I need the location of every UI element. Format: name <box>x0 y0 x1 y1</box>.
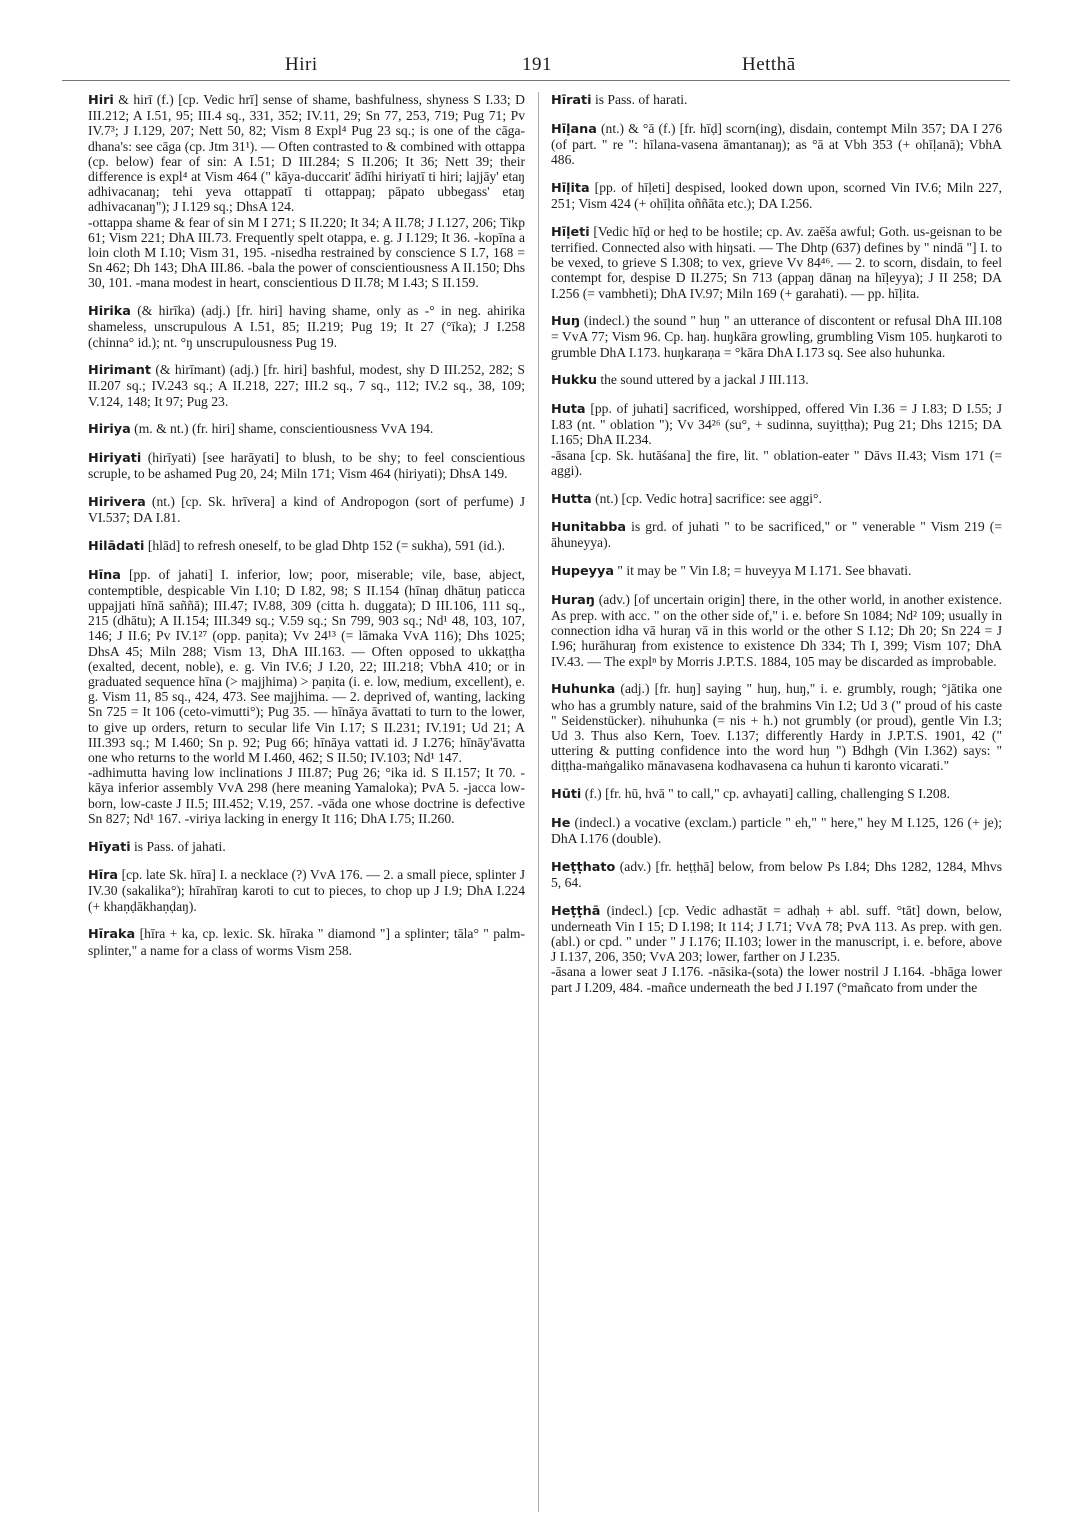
entry-headword: Hirika <box>88 304 131 320</box>
entry-headword: Hīḷeti <box>551 224 590 240</box>
entry-headword: Hunitabba <box>551 520 627 536</box>
entry-headword: Hirimant <box>88 363 151 379</box>
entry-definition: is Pass. of harati. <box>591 92 688 107</box>
dictionary-entry <box>88 494 525 525</box>
entry-definition: (m. & nt.) (fr. hiri] shame, conscientiousness VvA 194. <box>130 421 434 437</box>
entry-definition: (& hirīka) (adj.) [fr. hiri] having shame, only as -° in neg. ahirika shameless, unscrupulous A I.51, 85; II.219; Pug 19; It 27 (°īka); J I.258 (chinna° id.); nt. °ŋ unscrupulousness Pug 19. <box>88 303 525 350</box>
dictionary-entry <box>88 421 525 437</box>
page-header <box>0 0 1073 86</box>
dictionary-entry <box>551 313 1002 360</box>
entry-definition: (& hirīmant) (adj.) [fr. hiri] bashful, modest, shy D III.252, 282; S II.207 sq.; IV.243 sq.; A II.218, 227; III.2 sq., 7 sq., 112; IV.2 sq., 38, 109; V.124, 148; It 97; Pug 23. <box>88 362 525 409</box>
entry-headword: Hiriya <box>88 422 131 438</box>
entry-headword: Hiri <box>88 93 114 108</box>
entry-headword: Hilādati <box>88 538 145 554</box>
entry-definition: (indecl.) [cp. Vedic adhastāt = adhaḥ + abl. suff. °tāt] down, below, underneath Vin I 15; D I.198; It 114; J I.71; VvA 78; PvA 113. As prep. with gen. (abl.) or cpd. " under " J I.176; II.103; lower in the manuscript, i. e. before, above J I.137, 206, 350; VvA 203; lower, farther on J I.235. -āsana a lower seat J I.176. -nāsika-(sota) the lower nostril J I.164. -bhāga lower part J I.209, 484. -mañce underneath the bed J I.197 (°mañcato from under the <box>551 902 1002 995</box>
entry-headword: Hīḷana <box>551 121 597 137</box>
dictionary-entry <box>88 92 525 291</box>
page-number: 191 <box>522 54 552 75</box>
running-head-right: Hetthā <box>742 54 796 75</box>
entry-definition: [cp. late Sk. hīra] I. a necklace (?) VvA 176. — 2. a small piece, splinter J IV.30 (sakalika°); hīrahīraŋ karoti to cut to pieces, to chop up J I.9; DhA I.224 (+ khaṇḍākhaṇḍaŋ). <box>88 867 525 914</box>
entry-definition: [pp. of hīḷeti] despised, looked down upon, scorned Vin IV.6; Miln 227, 251; Vism 424 (+ ohīḷita oññāta etc.); DA I.256. <box>551 179 1002 212</box>
column-divider <box>538 92 539 1512</box>
entry-definition: " it may be " Vin I.8; = huveyya M I.171. See bhavati. <box>613 563 912 579</box>
dictionary-entry <box>551 121 1002 168</box>
entry-headword: Heṭṭhā <box>551 903 601 919</box>
entry-definition: is Pass. of jahati. <box>130 838 226 854</box>
entry-headword: Huŋ <box>551 314 580 330</box>
entry-headword: Hutta <box>551 491 592 507</box>
dictionary-entry <box>88 839 525 855</box>
left-column <box>88 92 525 970</box>
dictionary-entry <box>88 303 525 350</box>
entry-definition: [pp. of jahati] I. inferior, low; poor, miserable; vile, base, abject, contemptible, despicable Vin I.10; D I.82, 98; S II.154 (hīnaŋ dhātuŋ paticca uppajjati hīnā saññā); III.47; IV.88, 309 (citta h. duggata); D III.106, 111 sq., 215 (dhātu); A II.154; III.349 sq.; V.59 sq.; Sn 799, 903 sq.; Nd¹ 48, 103, 107, 146; J II.6; Pv IV.1²⁷ (opp. paṇita); Vv 24¹³ (= lāmaka VvA 116); Dhs 1025; DhsA 45; Miln 288; Vism 13, DhA III.163. — Often opposed to ukkaṭṭha (exalted, decent, noble), e. g. Vin IV.6; J I.20, 22; III.218; VbhA 410; or in graduated sequence hīna (> majjhima) > paṇita (i. e. low, medium, excellent), e. g. Vism 11, 85 sq., 424, 473. See majjhima. — 2. deprived of, wanting, lacking Sn 725 = It 106 (ceto-vimutti°); Pug 35. — hīnāya āvattati to turn to the lower, to give up orders, return to secular life Vin I.17; S II.231; IV.191; Ud 21; A III.393 sq.; M I.460; Sn p. 92; Pug 66; hīnāya vattati id. J I.276; hīnāy'āvatta one who returns to the world M I.460, 462; S II.50; IV.103; Nd¹ 147. -adhimutta having low inclinations J III.87; Pug 26; °ika id. S II.157; It 70. -kāya inferior assembly VvA 298 (here meaning Yamaloka); PvA 5. -jacca low-born, low-caste J II.5; III.452; V.19, 257. -vāda one whose doctrine is defective Sn 827; Nd¹ 167. -viriya lacking in energy It 116; DhA I.75; II.260. <box>88 566 525 826</box>
dictionary-entry <box>88 538 525 554</box>
entry-definition: is grd. of juhati " to be sacrificed," or " venerable " Vism 219 (= āhuneyya). <box>551 519 1002 551</box>
entry-definition: (adv.) [fr. heṭṭhā] below, from below Ps I.84; Dhs 1282, 1284, Mhvs 5, 64. <box>551 858 1002 890</box>
dictionary-entry <box>88 867 525 914</box>
dictionary-entry <box>551 519 1002 550</box>
entry-headword: Heṭṭhato <box>551 859 616 875</box>
entry-headword: Hīra <box>88 868 119 884</box>
dictionary-entry <box>551 224 1002 301</box>
entry-definition: (f.) [fr. hū, hvā " to call," cp. avhayati] calling, challenging S I.208. <box>581 786 950 802</box>
entry-headword: Hiriyati <box>88 451 142 467</box>
dictionary-entry <box>551 563 1002 579</box>
entry-definition: (adj.) [fr. huŋ] saying " huŋ, huŋ," i. e. grumbly, rough; °jātika one who has a grumbly nature, said of the brahmins Vin I.2; Ud 3 (" proud of his caste " Seidenstücker). nihuhunka (= nis + h.) not grumbly (or proud), gentle Vin I.3; Ud 3. Thus also Kern, Toev. I.137; differently Hardy in J.P.T.S. 1901, 42 (" uttering & putting confidence into the word huŋ ") Bdhgh (Vin I.362) says: " diṭṭha-maṅgaliko mānavasena kodhavasena ca huhun ti karonto vicarati." <box>551 681 1002 774</box>
entry-headword: Hīyati <box>88 839 131 855</box>
dictionary-entry <box>88 450 525 481</box>
entry-definition: [Vedic hīḍ or heḍ to be hostile; cp. Av. zaēša awful; Goth. us-geisnan to be terrified. Connected also with hiŋsati. — The Dhtp (637) defines by " nindā "] I. to be vexed, to grieve S I.308; to vex, grieve Vv 84⁴⁶. — 2. to scorn, disdain, to feel contempt for, despise D II.275; Sn 713 (appaŋ dānaŋ na hīḷeyya); J II 258; DA I.256 (= vambheti); DhA IV.97; Miln 169 (+ garahati). — pp. hīḷita. <box>551 223 1002 301</box>
entry-headword: Hūti <box>551 787 582 803</box>
dictionary-entry <box>88 362 525 409</box>
header-rule <box>62 80 1010 81</box>
entry-definition: (hirīyati) [see harāyati] to blush, to be shy; to feel conscientious scruple, to be ashamed Pug 20, 24; Miln 171; Vism 464 (hiriyati); DhsA 149. <box>88 450 525 482</box>
entry-definition: the sound uttered by a jackal J III.113. <box>596 372 809 388</box>
entry-headword: Huraŋ <box>551 592 595 608</box>
entry-headword: Hīḷita <box>551 180 590 196</box>
dictionary-entry <box>551 786 1002 802</box>
entry-definition: [hlād] to refresh oneself, to be glad Dhtp 152 (= sukha), 591 (id.). <box>144 537 506 553</box>
running-head-left: Hiri <box>285 54 318 75</box>
dictionary-entry <box>551 815 1002 846</box>
entry-definition: [hīra + ka, cp. lexic. Sk. hīraka " diamond "] a splinter; tāla° " palm-splinter," a name for a class of worms Vism 258. <box>88 926 525 958</box>
entry-headword: Hīrati <box>551 93 592 108</box>
entry-headword: Hukku <box>551 373 597 389</box>
right-column <box>551 92 1002 1007</box>
dictionary-entry <box>88 926 525 957</box>
entry-headword: Huta <box>551 402 586 418</box>
dictionary-entry <box>551 592 1002 669</box>
entry-definition: (nt.) & °ā (f.) [fr. hīḍ] scorn(ing), disdain, contempt Miln 357; DA I 276 (of part. " re ": hīlana-vasena āmantanaŋ); as °ā at Vbh 353 (+ ohīḷanā); VbhA 486. <box>551 120 1002 168</box>
entry-headword: Hirivera <box>88 494 146 510</box>
entry-definition: (nt.) [cp. Vedic hotra] sacrifice: see aggi°. <box>591 490 822 506</box>
dictionary-entry <box>551 401 1002 478</box>
entry-definition: (indecl.) a vocative (exclam.) particle " eh," " here," hey M I.125, 126 (+ je); DhA I.176 (double). <box>551 814 1002 847</box>
entry-headword: He <box>551 815 571 831</box>
dictionary-entry <box>551 372 1002 388</box>
entry-headword: Hīna <box>88 567 121 583</box>
entry-definition: (indecl.) the sound " huŋ " an utterance of discontent or refusal DhA III.108 = VvA 77; Vism 96. Cp. haŋ. huŋkāra growling, grumbling Vism 105. huŋkaroti to grumble DhA I.173. huŋkaraṇa = °kāra DhA I.173 sq. See also huhunka. <box>551 313 1002 360</box>
entry-headword: Hīraka <box>88 927 136 943</box>
entry-definition: [pp. of juhati] sacrificed, worshipped, offered Vin I.36 = J I.83; D I.55; J I.83 (nt. " oblation "); Vv 34²⁶ (su°, + sudinna, suyiṭṭha); Pug 21; Dhs 1215; DA I.165; DhA II.234. -āsana [cp. Sk. hutāśana] the fire, lit. " oblation-eater " Dāvs II.43; Vism 171 (= aggi). <box>551 401 1002 478</box>
entry-definition: & hirī (f.) [cp. Vedic hrī] sense of shame, bashfulness, shyness S I.33; D III.212; A I.51, 95; III.4 sq., 331, 352; IV.11, 29; Sn 77, 253, 719; Pug 71; Pv IV.7³; J I.129, 207; Nett 50, 82; Vism 8 Expl⁴ Pug 23 sq.; is one of the cāga-dhana's: see cāga (cp. Jtm 31¹). — Often contrasted to & combined with ottappa (cp. below) fear of sin: A I.51; D III.284; S II.206; It 36; Nett 39; their difference is expl⁴ at Vism 464 (" kāya-duccarit' ādīhi hiriyatī ti hiri; lajjāy' etaŋ adhivacanaŋ; tehi yeva ottappatī ti ottappaŋ; pāpato ubbegass' etaŋ adhivacanaŋ"); J I.129 sq.; DhsA 124. -ottappa shame & fear of sin M I 271; S II.220; It 34; A II.78; J I.127, 206; Tikp 61; Vism 221; DhA III.73. Frequently spelt otappa, e. g. J I.129; It 36. -kopīna a loin cloth M I.10; Vism 31, 195. -nisedha restrained by conscience S I.7, 168 = Sn 462; Dh 143; DhA III.86. -bala the power of conscientiousness A II.150; Dhs 30, 101. -mana modest in heart, conscientious D II.78; M I.43; S II.159. <box>88 92 525 291</box>
entry-definition: (nt.) [cp. Sk. hrīvera] a kind of Andropogon (sort of perfume) J VI.537; DA I.81. <box>88 493 525 526</box>
dictionary-entry <box>551 180 1002 211</box>
dictionary-entry <box>551 92 1002 108</box>
entry-headword: Huhunka <box>551 682 616 698</box>
dictionary-entry <box>551 859 1002 890</box>
dictionary-entry <box>88 567 525 826</box>
dictionary-entry <box>551 903 1002 995</box>
dictionary-entry <box>551 681 1002 773</box>
entry-headword: Hupeyya <box>551 564 614 580</box>
dictionary-entry <box>551 491 1002 507</box>
entry-definition: (adv.) [of uncertain origin] there, in the other world, in another existence. As prep. with acc. " on the other side of," i. e. before Sn 1084; Nd² 109; usually in connection idha vā huraŋ vā in this world or the other S I.12; Dh 20; Sn 224 = J I.96; hurāhuraŋ from existence to existence Dh 334; Th I, 399; Vism 107; DhA IV.43. — The explⁿ by Morris J.P.T.S. 1884, 105 may be discarded as improbable. <box>551 591 1002 669</box>
